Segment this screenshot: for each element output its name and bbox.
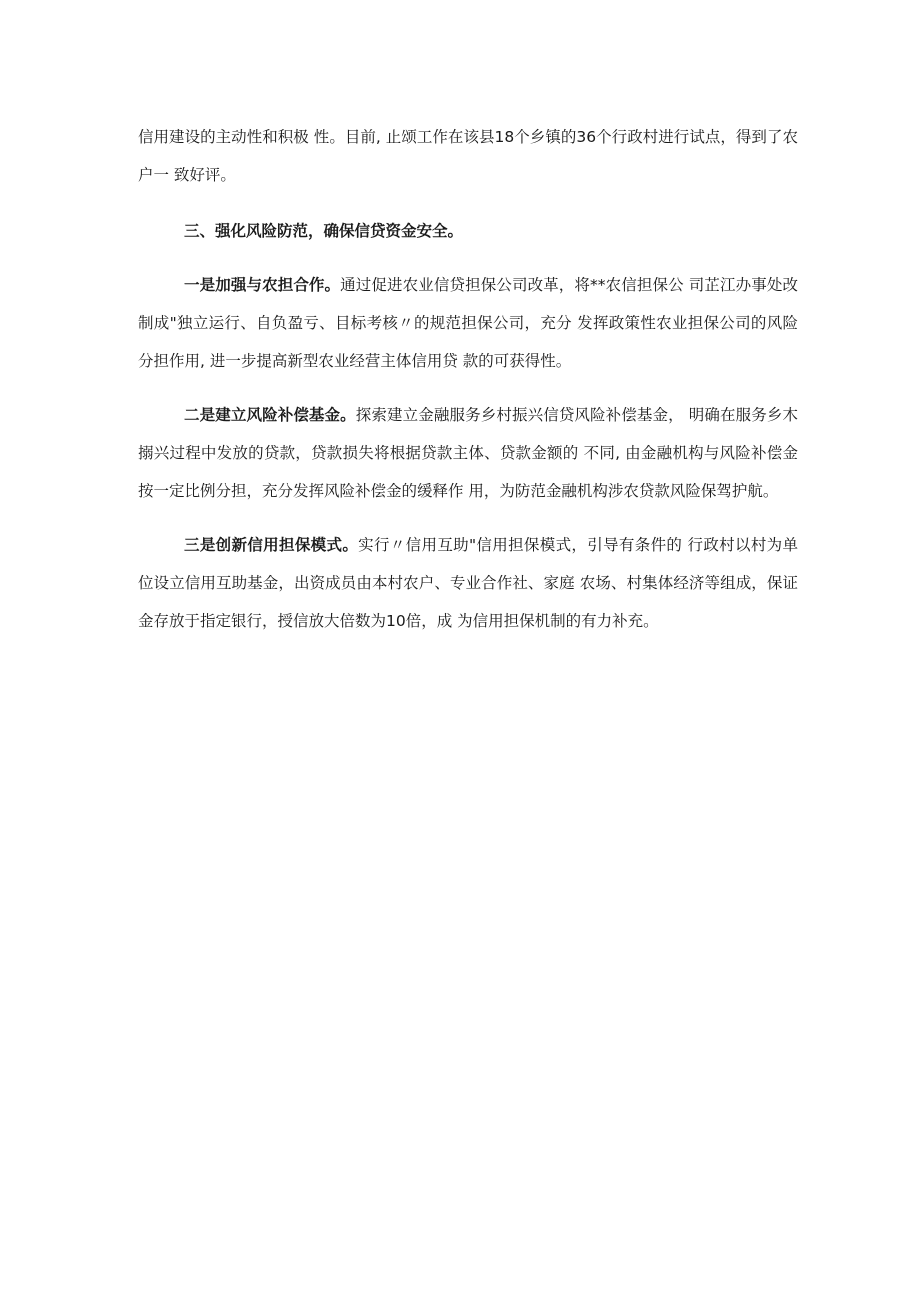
document-page <box>138 118 798 656</box>
item-2-lead: 二是建立风险补偿基金。 <box>184 406 356 424</box>
item-2-body: 探索建立金融服务乡村振兴信贷风险补偿基金， 明确在服务乡木搦兴过程中发放的贷款，贷款损失将根据贷款主体、贷款金额的 不同, 由金融机构与风险补偿金按一定比例分担，充分发挥风险补偿金的缓释作 用，为防范金融机构涉农贷款风险保驾护航。 <box>138 406 798 500</box>
item-3-lead: 三是创新信用担保模式。 <box>184 536 359 554</box>
item-3-body: 实行〃信用互助"信用担保模式，引导有条件的 行政村以村为单位设立信用互助基金，出资成员由本村农户、专业合作社、家庭 农场、村集体经济等组成，保证金存放于指定银行，授信放大倍数为10倍，成 为信用担保机制的有力补充。 <box>138 536 798 630</box>
item-3-paragraph <box>138 526 798 640</box>
section-heading: 三、强化风险防范，确保信贷资金安全。 <box>184 222 464 240</box>
item-2-paragraph <box>138 396 798 510</box>
item-1-paragraph <box>138 266 798 380</box>
item-1-body: 通过促进农业信贷担保公司改革，将**农信担保公 司芷江办事处改制成"独立运行、自负盈亏、目标考核〃的规范担保公司，充分 发挥政策性农业担保公司的风险分担作用, 进一步提高新型农业经营主体信用贷 款的可获得性。 <box>138 276 798 370</box>
item-1-lead: 一是加强与农担合作。 <box>184 276 341 294</box>
intro-paragraph: 信用建设的主动性和积极 性。目前, 止颂工作在该县18个乡镇的36个行政村进行试点，得到了农户一 致好评。 <box>138 128 798 184</box>
